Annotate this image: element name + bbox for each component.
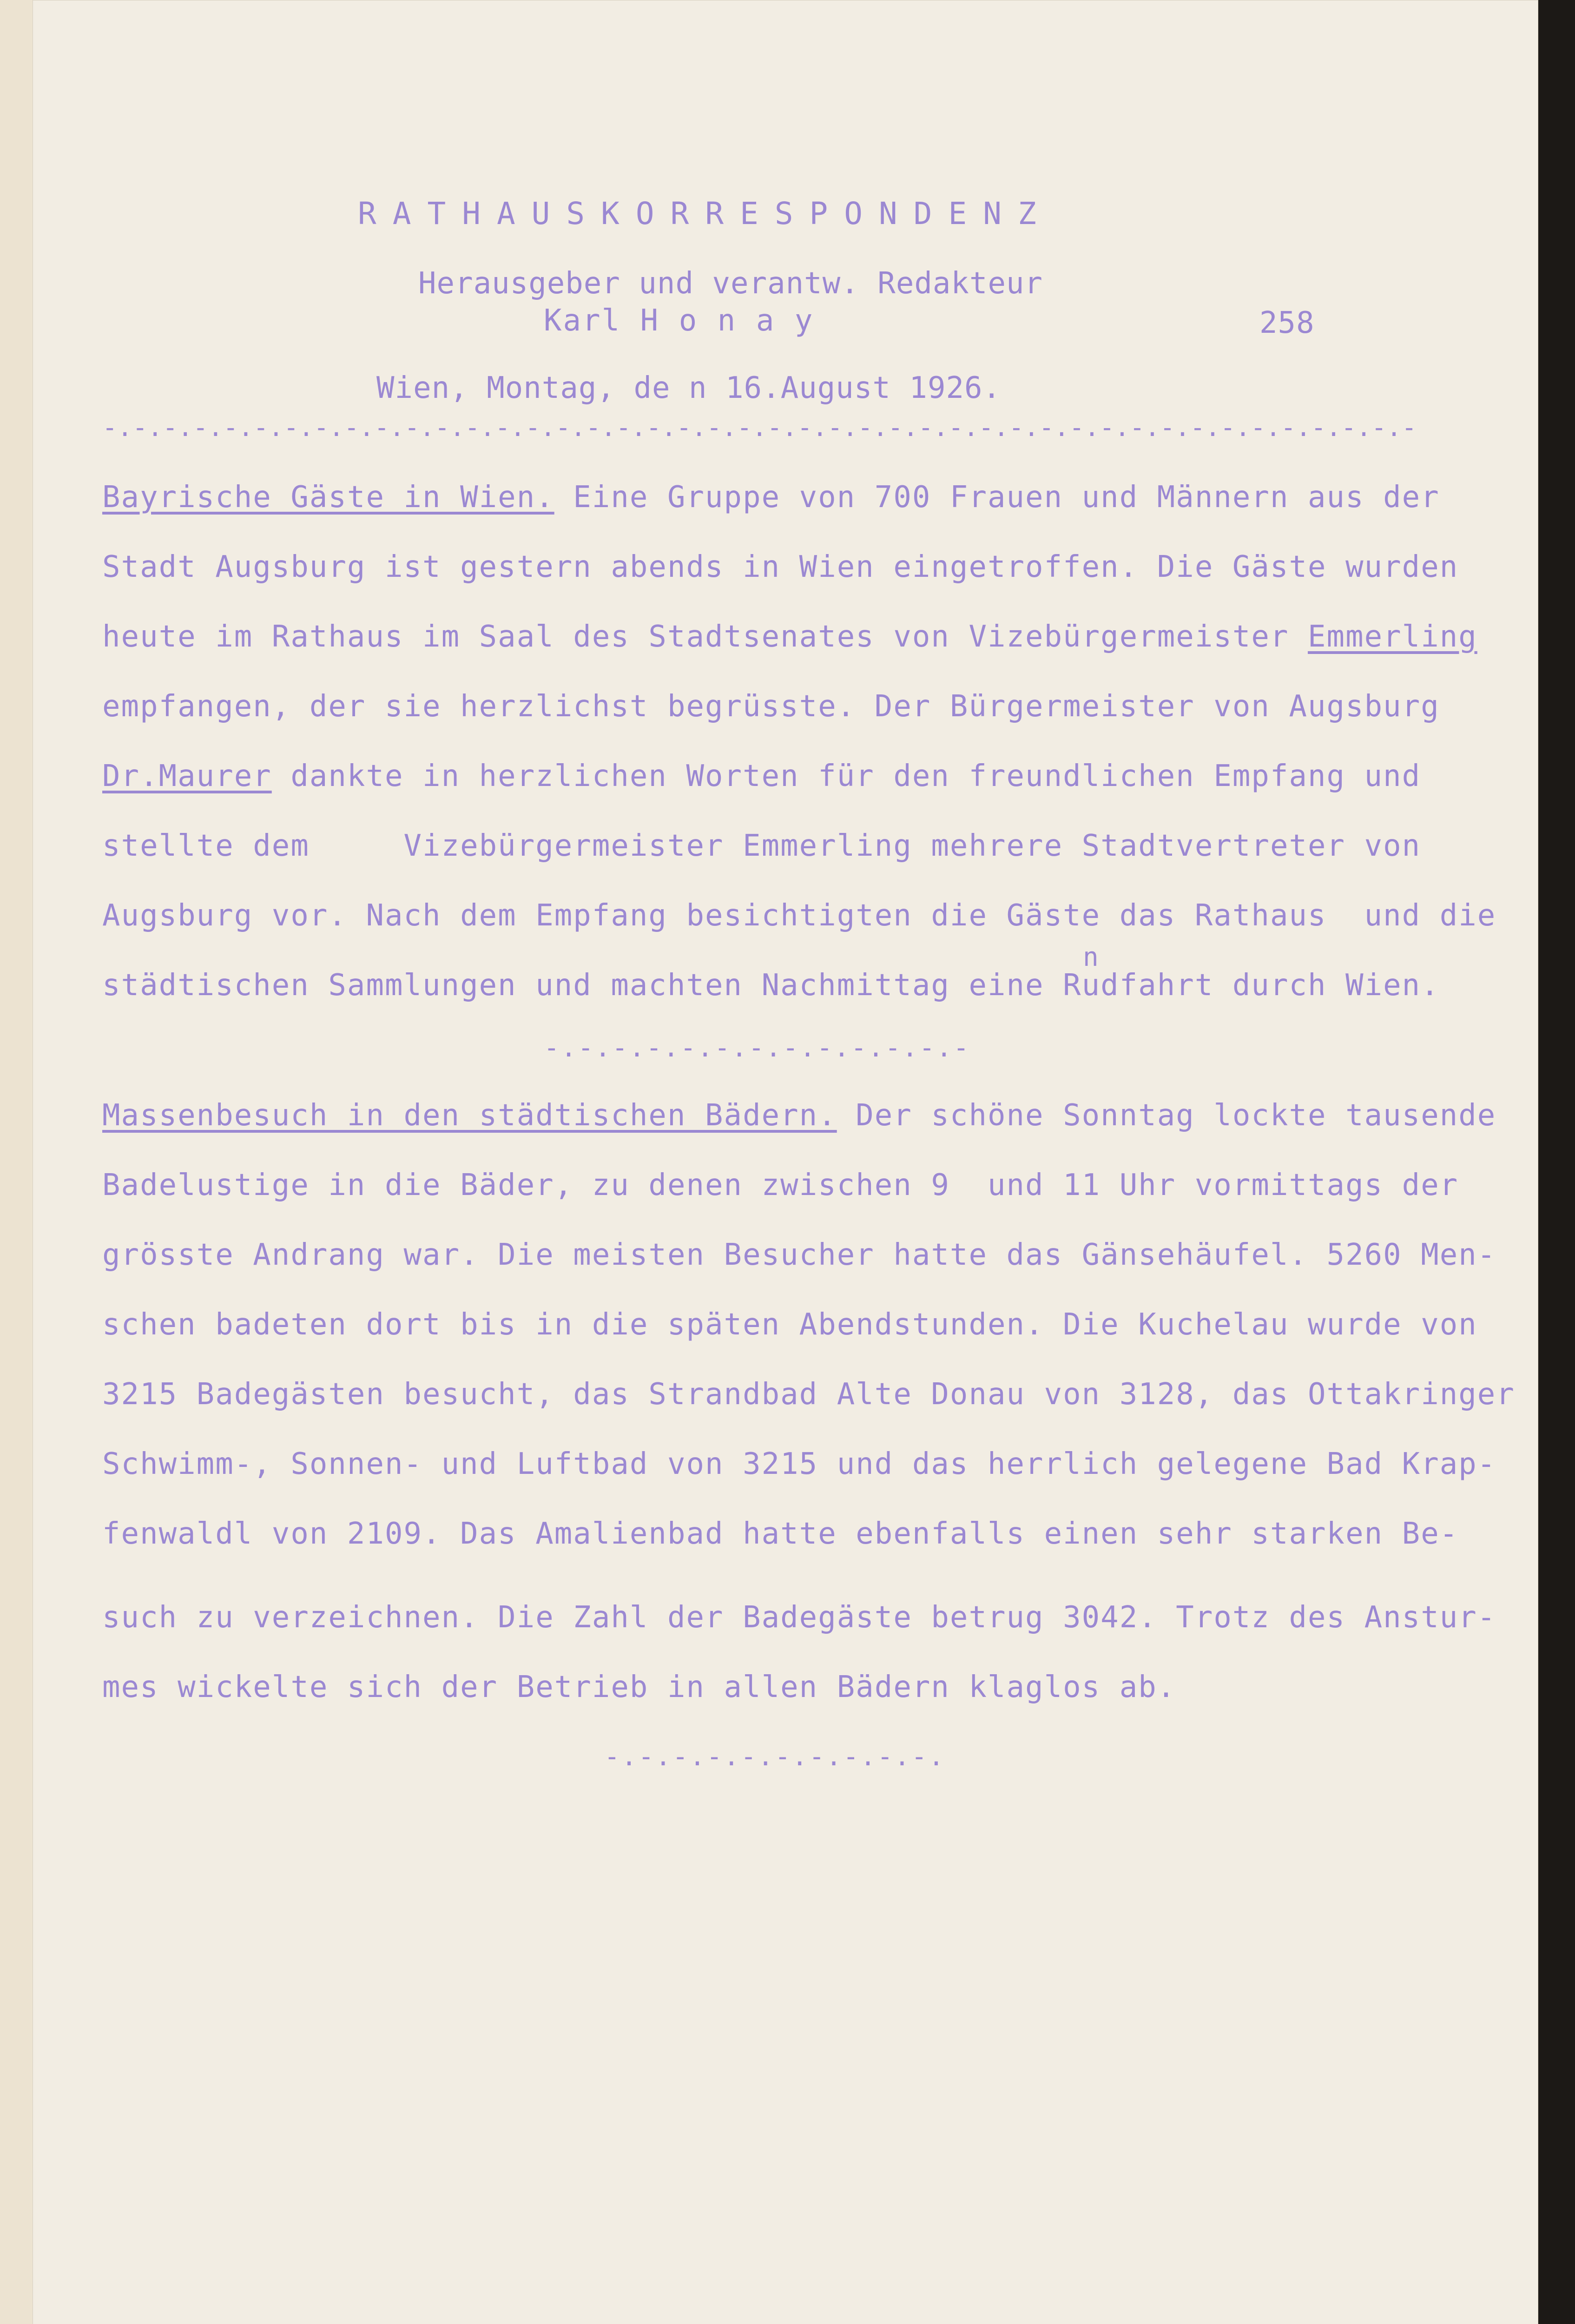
- article2-line-5: 3215 Badegästen besucht, das Strandbad Alte Donau von 3128, das Ottakringer: [102, 1377, 1515, 1412]
- article1-line-7: Augsburg vor. Nach dem Empfang besichtigten die Gäste das Rathaus und die: [102, 898, 1496, 933]
- article1-line-1: Bayrische Gäste in Wien. Eine Gruppe von 700 Frauen und Männern aus der: [102, 480, 1440, 515]
- article2-line-2: Badelustige in die Bäder, zu denen zwischen 9 und 11 Uhr vormittags der: [102, 1168, 1459, 1202]
- article2-line-9: mes wickelte sich der Betrieb in allen Bädern klaglos ab.: [102, 1670, 1176, 1704]
- page-edge: [0, 0, 33, 2324]
- article2-line-1: Massenbesuch in den städtischen Bädern. Der schöne Sonntag lockte tausende: [102, 1098, 1496, 1133]
- name-emmerling: Emmerling: [1308, 620, 1477, 654]
- article2-line-6: Schwimm-, Sonnen- und Luftbad von 3215 und das herrlich gelegene Bad Krap-: [102, 1447, 1496, 1481]
- editor-name: Karl H o n a y: [544, 304, 814, 338]
- article1-line-2: Stadt Augsburg ist gestern abends in Wien eingetroffen. Die Gäste wurden: [102, 550, 1459, 584]
- article2-line-8: such zu verzeichnen. Die Zahl der Badegäste betrug 3042. Trotz des Anstur-: [102, 1600, 1496, 1635]
- document-page: [33, 0, 1538, 2324]
- article1-separator: -.-.-.-.-.-.-.-.-.-.-.-.-: [544, 1033, 970, 1063]
- article2-line-4: schen badeten dort bis in die späten Abendstunden. Die Kuchelau wurde von: [102, 1307, 1477, 1342]
- article1-line-4: empfangen, der sie herzlichst begrüsste. Der Bürgermeister von Augsburg: [102, 689, 1440, 724]
- article1-line-3: heute im Rathaus im Saal des Stadtsenates von Vizebürgermeister Emmerling: [102, 620, 1477, 654]
- article1-line-8: städtischen Sammlungen und machten Nachmittag eine Rudfahrt durch Wien.: [102, 968, 1440, 1003]
- handwritten-correction: n: [1083, 942, 1100, 972]
- article2-line-7: fenwaldl von 2109. Das Amalienbad hatte ebenfalls einen sehr starken Be-: [102, 1517, 1459, 1551]
- masthead-title: RATHAUSKORRESPONDENZ: [358, 196, 1053, 231]
- page-number: 258: [1259, 306, 1315, 340]
- article1-line-6: stellte dem Vizebürgermeister Emmerling mehrere Stadtvertreter von: [102, 829, 1421, 863]
- article1-headline: Bayrische Gäste in Wien.: [102, 480, 554, 515]
- article1-line-5: Dr.Maurer dankte in herzlichen Worten für den freundlichen Empfang und: [102, 759, 1421, 793]
- article2-separator: -.-.-.-.-.-.-.-.-.-.: [604, 1742, 946, 1772]
- article2-headline: Massenbesuch in den städtischen Bädern.: [102, 1098, 837, 1133]
- header-rule: -.-.-.-.-.-.-.-.-.-.-.-.-.-.-.-.-.-.-.-.-.-.-.-.-.-.-.-.-.-.-.-.-.-.-.-.-.-.-.-.-.-.-.-: [102, 413, 1417, 442]
- date-line: Wien, Montag, de n 16.August 1926.: [376, 371, 1002, 405]
- publisher-line: Herausgeber und verantw. Redakteur: [418, 266, 1043, 301]
- name-maurer: Dr.Maurer: [102, 759, 272, 793]
- article2-line-3: grösste Andrang war. Die meisten Besucher hatte das Gänsehäufel. 5260 Men-: [102, 1238, 1496, 1272]
